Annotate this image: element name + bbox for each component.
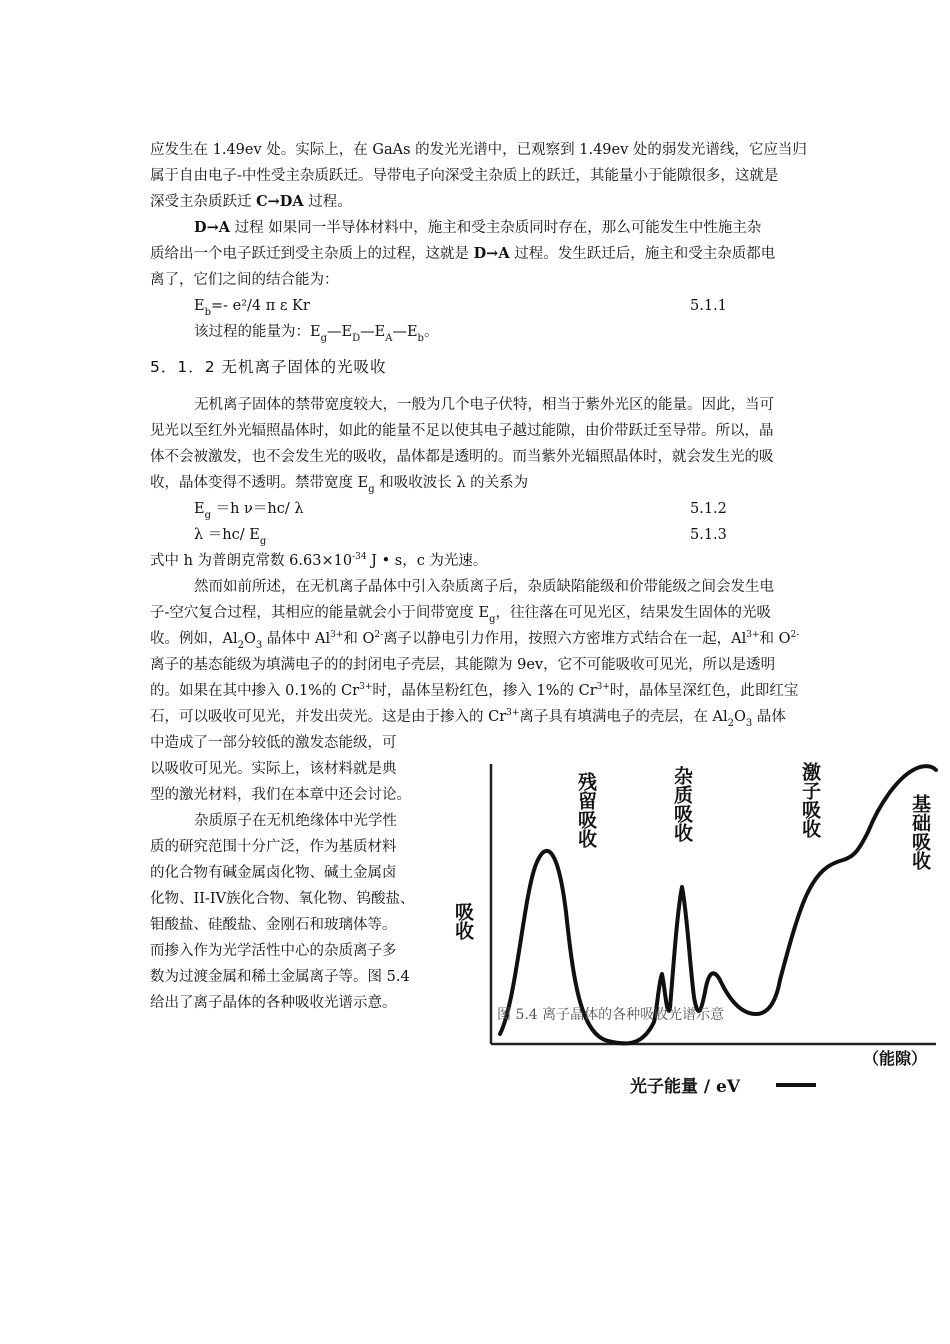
paragraph-4-line-7: 中造成了一部分较低的激发态能级，可 bbox=[150, 735, 397, 751]
paragraph-2-line-1: D→A 过程 如果同一半导体材料中，施主和受主杂质同时存在，那么可能发生中性施主杂 bbox=[194, 219, 762, 236]
paragraph-3-line-4: 收，晶体变得不透明。禁带宽度 $E_g$ 和吸收波长 λ 的关系为 bbox=[150, 475, 529, 495]
paragraph-1-line-2: 属于自由电子-中性受主杂质跃迁。导带电子向深受主杂质上的跃迁，其能量小于能隙很多，这就是 bbox=[150, 168, 779, 184]
c-da-term: C→DA bbox=[256, 193, 304, 210]
paragraph-1-line-3: 深受主杂质跃迁 C→DA 过程。 bbox=[150, 193, 352, 210]
peak-label-residual: 残留吸收 bbox=[575, 772, 597, 848]
paragraph-5-line-7: 数为过渡金属和稀土金属离子等。图 5.4 bbox=[150, 969, 410, 985]
peak-label-fundamental: 基础吸收 bbox=[909, 794, 931, 870]
paragraph-1-line-1: 应发生在 1.49ev 处。实际上，在 GaAs 的发光光谱中，已观察到 1.49ev 处的弱发光谱线，它应当归 bbox=[150, 142, 807, 158]
equation-number-5-1-3: 5.1.3 bbox=[690, 527, 727, 543]
x-axis-label: 光子能量 / eV bbox=[630, 1077, 741, 1097]
absorption-curve bbox=[500, 766, 936, 1043]
paragraph-4-line-3: 收。例如，$Al_2O_3$ 晶体中 $Al^{3+}$和 $O^{2-}$离子以静电引力作用，按照六方密堆方式结合在一起，$Al^{3+}$和 $O^{2-}$ bbox=[150, 630, 800, 651]
equation-number-5-1-1: 5.1.1 bbox=[690, 298, 727, 314]
equation-5-1-1: $E_b=‐$ e²/4 π ε Kr bbox=[194, 298, 310, 318]
paragraph-4-line-5: 的。如果在其中掺入 0.1%的 $Cr^{3+}$时，晶体呈粉红色，掺入 1%的 $Cr^{3+}$时，晶体呈深红色，此即红宝 bbox=[150, 682, 799, 699]
paragraph-2-line-2: 质给出一个电子跃迁到受主杂质上的过程，这就是 D→A 过程。发生跃迁后，施主和受主杂质都电 bbox=[150, 245, 776, 262]
equation-number-5-1-2: 5.1.2 bbox=[690, 501, 727, 517]
paragraph-4-line-4: 离子的基态能级为填满电子的的封闭电子壳层，其能隙为 9ev，它不可能吸收可见光，所以是透明 bbox=[150, 657, 776, 673]
d-a-term: D→A bbox=[194, 219, 230, 236]
equation-5-1-3: λ ＝hc/ $E_g$ bbox=[194, 527, 267, 547]
absorption-spectrum-figure bbox=[452, 752, 938, 1102]
paragraph-2-line-3: 离了，它们之间的结合能为： bbox=[150, 272, 339, 288]
peak-label-impurity: 杂质吸收 bbox=[671, 766, 693, 842]
paragraph-5-line-8: 给出了离子晶体的各种吸收光谱示意。 bbox=[150, 995, 397, 1011]
paragraph-5-line-5: 钼酸盐、硅酸盐、金刚石和玻璃体等。 bbox=[150, 917, 397, 933]
energy-expression: 该过程的能量为：$E_g—E_D—E_A—E_b$。 bbox=[194, 324, 439, 344]
paragraph-5-line-4: 化物、II-IV族化合物、氧化物、钨酸盐、 bbox=[150, 891, 415, 907]
paragraph-4-line-2: 子‐空穴复合过程，其相应的能量就会小于间带宽度 $E_g$，往往落在可见光区，结果发生固体的光吸 bbox=[150, 605, 771, 625]
paragraph-5-line-2: 质的研究范围十分广泛，作为基质材料 bbox=[150, 839, 397, 855]
paragraph-4-line-1: 然而如前所述，在无机离子晶体中引入杂质离子后，杂质缺陷能级和价带能级之间会发生电 bbox=[194, 579, 774, 595]
y-axis-label: 吸收 bbox=[452, 902, 474, 940]
peak-label-exciton: 激子吸收 bbox=[799, 762, 821, 838]
paragraph-3-line-3: 体不会被激发，也不会发生光的吸收，晶体都是透明的。而当紫外光辐照晶体时，就会发生光的吸 bbox=[150, 449, 774, 465]
paragraph-5-line-3: 的化合物有碱金属卤化物、碱土金属卤 bbox=[150, 865, 397, 881]
figure-caption: 图 5.4 离子晶体的各种吸收光谱示意 bbox=[497, 1007, 725, 1023]
equation-5-1-2: $E_g =h$ ν＝hc/ λ bbox=[194, 501, 304, 521]
paragraph-5-line-1: 杂质原子在无机绝缘体中光学性 bbox=[194, 813, 397, 829]
paragraph-3-line-1: 无机离子固体的禁带宽度较大，一般为几个电子伏特，相当于紫外光区的能量。因此，当可 bbox=[194, 397, 774, 413]
energy-gap-label: （能隙） bbox=[863, 1049, 928, 1068]
paragraph-3-line-2: 见光以至红外光辐照晶体时，如此的能量不足以使其电子越过能隙，由价带跃迁至导带。所以，晶 bbox=[150, 423, 774, 439]
paragraph-4-line-8: 以吸收可见光。实际上，该材料就是典 bbox=[150, 761, 397, 777]
paragraph-4-line-9: 型的激光材料，我们在本章中还会讨论。 bbox=[150, 787, 411, 803]
paragraph-5-line-6: 而掺入作为光学活性中心的杂质离子多 bbox=[150, 943, 397, 959]
planck-constant-line: 式中 h 为普朗克常数 $6.63\times 10^{-34}$ J • s，c 为光速。 bbox=[150, 552, 488, 569]
section-heading: 5．1．2 无机离子固体的光吸收 bbox=[150, 358, 387, 376]
paragraph-4-line-6: 石，可以吸收可见光，并发出荧光。这是由于掺入的 $Cr^{3+}$离子具有填满电子的壳层，在 $Al_2O_3$ 晶体 bbox=[150, 708, 786, 729]
